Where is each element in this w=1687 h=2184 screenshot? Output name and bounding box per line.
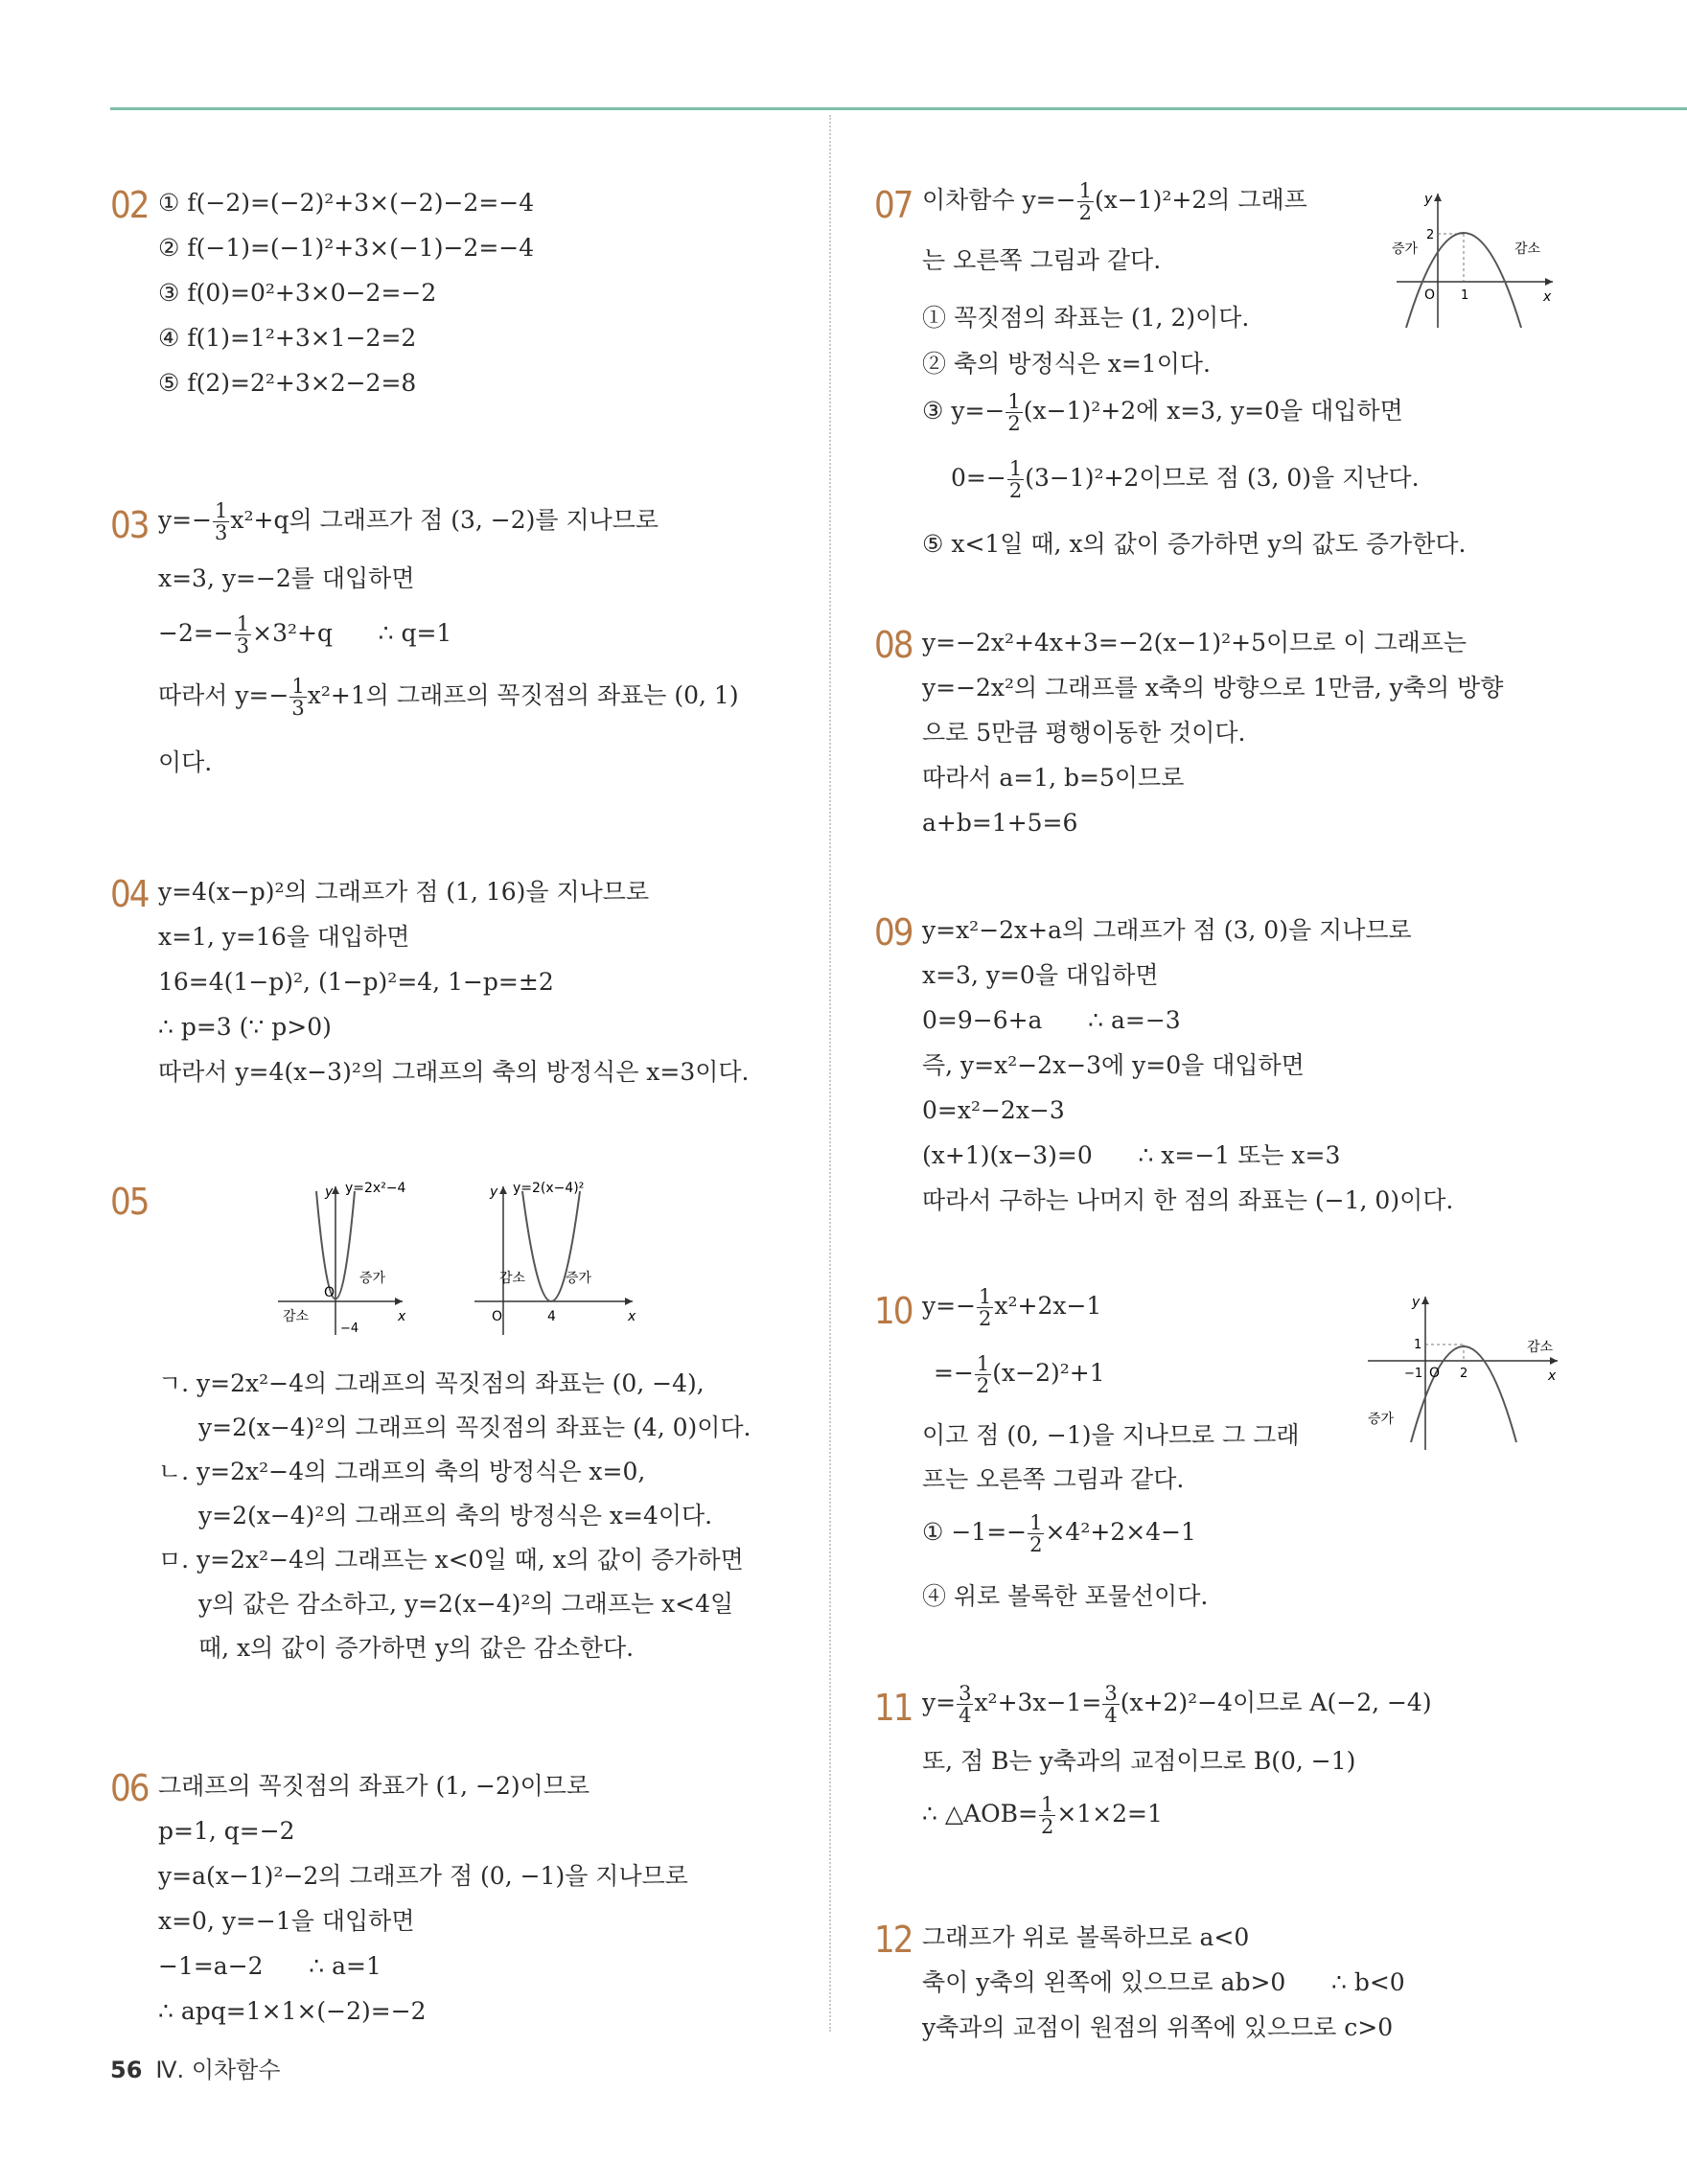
solution-line: x=0, y=−1을 대입하면 — [158, 1907, 415, 1935]
solution-line: 프는 오른쪽 그림과 같다. — [922, 1465, 1185, 1493]
solution-line: ④ f(1)=1²+3×1−2=2 — [158, 324, 417, 352]
numerator: 1 — [215, 499, 228, 522]
solution-line: 이다. — [158, 748, 213, 776]
solution-line: 0=x²−2x−3 — [922, 1096, 1065, 1124]
y-axis-label: y — [490, 1184, 498, 1200]
chapter-title: Ⅳ. 이차함수 — [155, 2057, 281, 2083]
increase-label: 증가 — [359, 1271, 386, 1286]
fraction — [289, 676, 306, 719]
numerator: 1 — [976, 1352, 990, 1375]
curve-label: y=2x²−4 — [345, 1181, 406, 1196]
graph-07 — [1392, 186, 1555, 330]
solution-line: x=3, y=0을 대입하면 — [922, 961, 1159, 989]
increase-label: 증가 — [566, 1271, 592, 1286]
fraction — [1077, 180, 1094, 223]
fraction — [213, 500, 229, 543]
origin-label: O — [1424, 287, 1436, 303]
numerator: 1 — [1040, 1793, 1054, 1816]
solution-line: ∴ p=3 (∵ p>0) — [158, 1013, 332, 1041]
fraction — [975, 1353, 991, 1396]
increase-label: 증가 — [1368, 1412, 1395, 1427]
denominator: 2 — [1029, 1533, 1043, 1556]
graph-10 — [1368, 1289, 1560, 1452]
solution-line: ㅁ. y=2x²−4의 그래프는 x<0일 때, x의 값이 증가하면 — [158, 1546, 744, 1574]
numerator: 1 — [979, 1285, 992, 1308]
tick-1: 1 — [1414, 1338, 1422, 1352]
denominator: 4 — [959, 1704, 972, 1727]
solution-line — [922, 1512, 1196, 1555]
solution-line: 따라서 구하는 나머지 한 점의 좌표는 (−1, 0)이다. — [922, 1186, 1454, 1214]
text: x²+q의 그래프가 점 (3, −2)를 지나므로 — [230, 506, 659, 534]
problem-number: 10 — [874, 1290, 913, 1332]
solution-line: y=x²−2x+a의 그래프가 점 (3, 0)을 지나므로 — [922, 916, 1412, 944]
solution-line: 때, x의 값이 증가하면 y의 값은 감소한다. — [198, 1634, 635, 1662]
graph-y-2x2-minus-4 — [264, 1177, 407, 1340]
text: (x−2)²+1 — [992, 1359, 1105, 1387]
y-axis-label: y — [1424, 192, 1433, 207]
text: ×3²+q ∴ q=1 — [252, 619, 452, 647]
solution-line — [158, 500, 659, 543]
fraction — [977, 1286, 993, 1329]
solution-line: 16=4(1−p)², (1−p)²=4, 1−p=±2 — [158, 968, 554, 996]
text: y=− — [922, 1292, 977, 1320]
solution-line: ∴ apq=1×1×(−2)=−2 — [158, 1997, 427, 2025]
fraction — [1039, 1794, 1055, 1837]
solution-line: 따라서 a=1, b=5이므로 — [922, 764, 1185, 792]
header-rule — [110, 107, 1687, 110]
solution-line: y의 값은 감소하고, y=2(x−4)²의 그래프는 x<4일 — [198, 1590, 734, 1618]
solution-line: y=2(x−4)²의 그래프의 꼭짓점의 좌표는 (4, 0)이다. — [198, 1414, 751, 1441]
solution-line: ⑤ f(2)=2²+3×2−2=8 — [158, 369, 417, 397]
solution-line: 이고 점 (0, −1)을 지나므로 그 그래 — [922, 1421, 1300, 1449]
increase-label: 증가 — [1392, 241, 1419, 257]
solution-line: y=a(x−1)²−2의 그래프가 점 (0, −1)을 지나므로 — [158, 1862, 688, 1890]
solution-line: 으로 5만큼 평행이동한 것이다. — [922, 719, 1246, 747]
fraction — [235, 613, 251, 656]
text: ×1×2=1 — [1056, 1800, 1163, 1828]
page-number: 56 — [110, 2057, 143, 2083]
numerator: 1 — [1078, 179, 1092, 202]
text: −2=− — [158, 619, 234, 647]
solution-line — [922, 180, 1307, 223]
denominator: 2 — [1040, 1815, 1054, 1838]
numerator: 1 — [1007, 390, 1021, 413]
origin-label: O — [324, 1285, 335, 1300]
fraction — [1005, 391, 1022, 434]
y-axis-label: y — [325, 1184, 334, 1200]
solution-line: ㄱ. y=2x²−4의 그래프의 꼭짓점의 좌표는 (0, −4), — [158, 1369, 705, 1397]
x-axis-label: x — [1543, 289, 1552, 305]
tick-2: 2 — [1426, 228, 1435, 242]
text: 0=− — [951, 464, 1006, 492]
solution-line: ⑤ x<1일 때, x의 값이 증가하면 y의 값도 증가한다. — [922, 530, 1467, 558]
numerator: 1 — [291, 675, 305, 698]
decrease-label: 감소 — [1514, 241, 1541, 257]
fraction — [1007, 458, 1024, 501]
text: 따라서 y=− — [158, 681, 289, 709]
solution-line: y축과의 교점이 원점의 위쪽에 있으므로 c>0 — [922, 2013, 1394, 2041]
solution-line: −1=a−2 ∴ a=1 — [158, 1952, 381, 1980]
solution-line: 그래프가 위로 볼록하므로 a<0 — [922, 1923, 1250, 1951]
text: (3−1)²+2이므로 점 (3, 0)을 지난다. — [1025, 464, 1420, 492]
solution-line: y=−2x²+4x+3=−2(x−1)²+5이므로 이 그래프는 — [922, 629, 1467, 656]
problem-number: 11 — [874, 1687, 913, 1729]
text: =− — [934, 1359, 974, 1387]
curve-label: y=2(x−4)² — [513, 1181, 585, 1196]
text: ① −1=− — [922, 1518, 1028, 1546]
column-divider — [829, 115, 831, 2032]
solution-line: ③ f(0)=0²+3×0−2=−2 — [158, 279, 437, 307]
text: x²+1의 그래프의 꼭짓점의 좌표는 (0, 1) — [307, 681, 739, 709]
vertex-x-label: 4 — [547, 1309, 556, 1324]
denominator: 4 — [1104, 1704, 1118, 1727]
text: ×4²+2×4−1 — [1045, 1518, 1196, 1546]
numerator: 3 — [1104, 1682, 1118, 1705]
solution-line: x=3, y=−2를 대입하면 — [158, 564, 415, 592]
solution-line — [158, 613, 451, 656]
solution-line — [934, 1353, 1105, 1396]
problem-number: 04 — [110, 873, 149, 915]
denominator: 3 — [291, 697, 305, 720]
origin-label: O — [492, 1309, 503, 1324]
fraction — [957, 1683, 973, 1726]
solution-line — [922, 1683, 1432, 1726]
numerator: 3 — [959, 1682, 972, 1705]
solution-line — [922, 1794, 1163, 1837]
text: (x−1)²+2의 그래프 — [1094, 186, 1307, 214]
solution-line — [158, 676, 739, 719]
text: x²+2x−1 — [994, 1292, 1102, 1320]
text: (x−1)²+2에 x=3, y=0을 대입하면 — [1023, 397, 1403, 425]
problem-number: 09 — [874, 911, 913, 954]
decrease-label: 감소 — [1527, 1340, 1554, 1355]
solution-line: x=1, y=16을 대입하면 — [158, 923, 410, 951]
solution-line: ④ 위로 볼록한 포물선이다. — [922, 1582, 1209, 1610]
solution-line: ② f(−1)=(−1)²+3×(−1)−2=−4 — [158, 234, 535, 262]
problem-number: 06 — [110, 1767, 149, 1809]
text: 이차함수 y=− — [922, 186, 1076, 214]
graph-y-2-x-minus-4-sq — [474, 1177, 637, 1340]
denominator: 2 — [976, 1374, 990, 1397]
text: ③ y=− — [922, 397, 1005, 425]
solution-line: p=1, q=−2 — [158, 1817, 295, 1845]
solution-line: ② 축의 방정식은 x=1이다. — [922, 350, 1211, 378]
decrease-label: 감소 — [283, 1309, 310, 1324]
text: x²+3x−1= — [974, 1689, 1102, 1716]
denominator: 2 — [979, 1307, 992, 1330]
tick-2: 2 — [1460, 1367, 1468, 1381]
solution-line: 또, 점 B는 y축과의 교점이므로 B(0, −1) — [922, 1747, 1356, 1775]
denominator: 3 — [215, 521, 228, 544]
x-axis-label: x — [628, 1309, 636, 1324]
solution-line: 즉, y=x²−2x−3에 y=0을 대입하면 — [922, 1051, 1305, 1079]
problem-number: 07 — [874, 184, 913, 226]
problem-number: 05 — [110, 1181, 149, 1223]
solution-line: (x+1)(x−3)=0 ∴ x=−1 또는 x=3 — [922, 1141, 1341, 1169]
solution-line: 0=9−6+a ∴ a=−3 — [922, 1006, 1181, 1034]
solution-line: 는 오른쪽 그림과 같다. — [922, 246, 1162, 274]
problem-number: 12 — [874, 1919, 913, 1961]
solution-line: a+b=1+5=6 — [922, 809, 1078, 837]
tick-1: 1 — [1461, 288, 1469, 303]
fraction — [1028, 1512, 1044, 1555]
solution-line: ㄴ. y=2x²−4의 그래프의 축의 방정식은 x=0, — [158, 1458, 646, 1485]
numerator: 1 — [1029, 1511, 1043, 1534]
tick-minus-1: −1 — [1404, 1367, 1423, 1381]
problem-number: 02 — [110, 184, 149, 226]
text: ∴ △AOB= — [922, 1800, 1038, 1828]
page-footer — [110, 2051, 281, 2084]
x-axis-label: x — [1548, 1368, 1557, 1384]
solution-line: ① f(−2)=(−2)²+3×(−2)−2=−4 — [158, 189, 535, 217]
denominator: 2 — [1078, 201, 1092, 224]
origin-label: O — [1429, 1366, 1441, 1381]
solution-line: ① 꼭짓점의 좌표는 (1, 2)이다. — [922, 304, 1250, 332]
x-axis-label: x — [398, 1309, 406, 1324]
text: y=− — [158, 506, 213, 534]
solution-line — [922, 1286, 1101, 1329]
denominator: 2 — [1007, 412, 1021, 435]
numerator: 1 — [236, 612, 250, 635]
problem-number: 08 — [874, 624, 913, 666]
text: y= — [922, 1689, 957, 1716]
solution-line: y=2(x−4)²의 그래프의 축의 방정식은 x=4이다. — [198, 1502, 713, 1529]
numerator: 1 — [1008, 457, 1023, 480]
solution-line: 따라서 y=4(x−3)²의 그래프의 축의 방정식은 x=3이다. — [158, 1058, 750, 1086]
solution-line: 축이 y축의 왼쪽에 있으므로 ab>0 ∴ b<0 — [922, 1968, 1405, 1996]
solution-line — [922, 391, 1403, 434]
solution-line: y=4(x−p)²의 그래프가 점 (1, 16)을 지나므로 — [158, 878, 650, 906]
text: (x+2)²−4이므로 A(−2, −4) — [1120, 1689, 1432, 1716]
vertex-label: −4 — [340, 1322, 359, 1336]
y-axis-label: y — [1412, 1295, 1421, 1310]
decrease-label: 감소 — [499, 1271, 526, 1286]
denominator: 2 — [1008, 479, 1023, 502]
solution-line — [951, 458, 1420, 501]
denominator: 3 — [236, 634, 250, 657]
solution-line: 그래프의 꼭짓점의 좌표가 (1, −2)이므로 — [158, 1772, 590, 1800]
solution-line: y=−2x²의 그래프를 x축의 방향으로 1만큼, y축의 방향 — [922, 674, 1504, 701]
problem-number: 03 — [110, 504, 149, 546]
fraction — [1102, 1683, 1119, 1726]
